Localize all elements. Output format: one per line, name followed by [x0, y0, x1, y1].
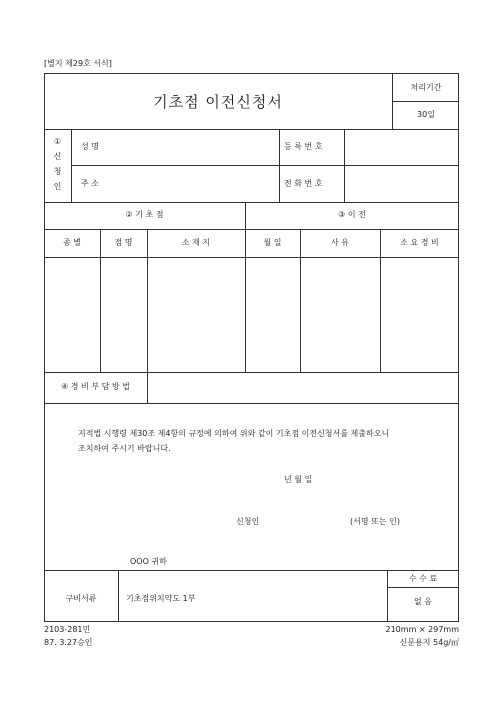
applicant-section-number: ①: [53, 137, 62, 146]
date-line: 년 월 일: [284, 475, 313, 484]
column-header-reason: 사 유: [331, 238, 349, 247]
column-header-location: 소 재 지: [181, 238, 211, 247]
address-field[interactable]: [120, 180, 270, 190]
registration-number-label: 등 록 번 호: [284, 142, 323, 151]
form-title: 기초점 이전신청서: [153, 93, 283, 111]
footer-form-code: 2103-281민: [44, 625, 91, 634]
attachments-label: 구비서류: [65, 594, 97, 603]
applicant-section-char-2: 청: [53, 167, 62, 176]
phone-number-label: 전 화 번 호: [284, 179, 323, 188]
phone-number-field[interactable]: [350, 180, 450, 190]
fee-label: 수 수 료: [408, 574, 438, 583]
column-header-cost: 소 요 경 비: [400, 238, 439, 247]
footer-paper-size: 210mm × 297mm: [385, 625, 459, 634]
column-header-date: 월 일: [263, 238, 282, 247]
applicant-section-char-1: 신: [53, 152, 62, 161]
signature-note: (서명 또는 인): [350, 517, 400, 526]
processing-period-value: 30일: [417, 110, 435, 119]
address-label: 주 소: [81, 179, 99, 188]
relocation-section-header: ③ 이 전: [338, 210, 366, 219]
cost-burden-label: ④ 경 비 부 담 방 법: [61, 382, 130, 391]
column-header-point-name: 점 명: [114, 238, 133, 247]
applicant-sign-label: 신청인: [236, 517, 260, 526]
footer-paper-type: 신문용지 54g/㎡: [399, 638, 459, 647]
footer-approval-date: 87. 3.27승인: [44, 638, 93, 647]
form-number-label: [별지 제29호 서식]: [44, 59, 112, 68]
column-header-type: 종 별: [63, 238, 81, 247]
statement-line-2: 조치하여 주시기 바랍니다.: [78, 444, 171, 453]
name-label: 성 명: [81, 142, 99, 151]
processing-period-label: 처리기간: [410, 83, 442, 92]
addressee: OOO 귀하: [130, 557, 167, 566]
applicant-section-char-3: 인: [53, 182, 62, 191]
fee-value: 없 음: [414, 597, 432, 606]
name-field[interactable]: [120, 143, 270, 153]
statement-line-1: 지적법 시행령 제30조 제4항의 규정에 의하여 위와 같이 기초점 이전신청서를 제출하오니: [78, 429, 390, 438]
attachments-value: 기초점위치약도 1부: [126, 594, 196, 603]
cost-burden-field[interactable]: [155, 383, 445, 393]
entry-table-body[interactable]: [45, 258, 458, 372]
registration-number-field[interactable]: [350, 143, 450, 153]
base-point-section-header: ② 기 초 점: [125, 210, 164, 219]
